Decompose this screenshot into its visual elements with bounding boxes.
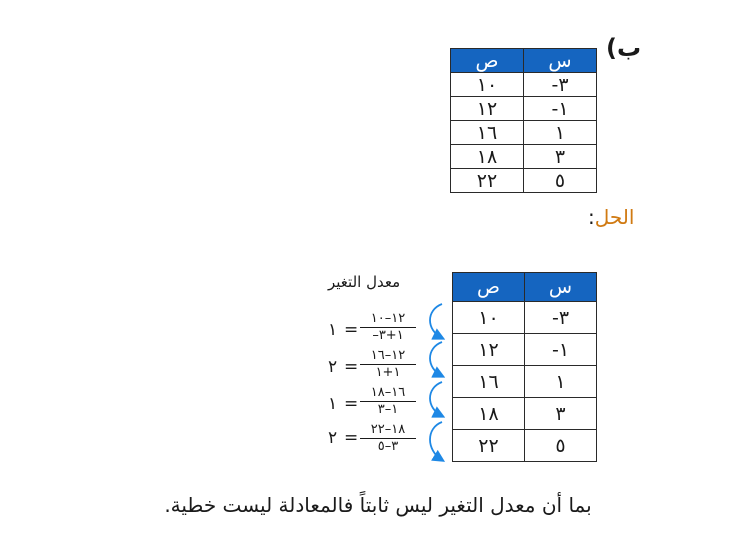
fraction-numerator: ١٢–١٦	[370, 348, 406, 363]
solution-table	[452, 272, 597, 462]
table-row	[453, 398, 597, 430]
table-row	[451, 97, 597, 121]
table-row	[453, 302, 597, 334]
cell-y: ١٢	[451, 97, 524, 121]
cell-x: -١	[524, 97, 597, 121]
fraction-numerator: ١٢–١٠	[370, 311, 406, 326]
cell-y: ١٦	[453, 366, 525, 398]
rate-result: ١	[328, 394, 338, 414]
part-label: ب)	[606, 34, 642, 62]
header-y: ص	[451, 49, 524, 73]
cell-x: -١	[525, 334, 597, 366]
cell-x: -٣	[524, 73, 597, 97]
equals-sign: =	[344, 428, 359, 448]
rate-of-change-title: معدل التغير	[328, 273, 401, 291]
solution-text: الحل	[594, 205, 635, 229]
cell-x: ٥	[525, 430, 597, 462]
conclusion-text: بما أن معدل التغير ليس ثابتاً فالمعادلة ليست خطية.	[164, 493, 592, 517]
cell-y: ٢٢	[451, 169, 524, 193]
table-row	[451, 169, 597, 193]
header-x: س	[524, 49, 597, 73]
cell-x: ٣	[525, 398, 597, 430]
change-arrows	[424, 300, 454, 465]
curved-arrow-icon	[430, 304, 442, 338]
cell-x: -٣	[525, 302, 597, 334]
fraction-denominator: –١+٣	[372, 328, 404, 343]
fraction-numerator: ١٨–٢٢	[370, 422, 406, 437]
cell-y: ١٨	[453, 398, 525, 430]
cell-y: ١٢	[453, 334, 525, 366]
cell-y: ١٠	[453, 302, 525, 334]
curved-arrow-icon	[430, 342, 442, 376]
equals-sign: =	[344, 320, 359, 340]
cell-y: ١٨	[451, 145, 524, 169]
rate-fraction	[358, 349, 418, 380]
fraction-denominator: ١+١	[375, 365, 401, 380]
solution-colon: :	[588, 205, 595, 229]
equals-sign: =	[344, 394, 359, 414]
equals-sign: =	[344, 357, 359, 377]
table-row	[453, 430, 597, 462]
table-row	[453, 366, 597, 398]
cell-y: ٢٢	[453, 430, 525, 462]
rate-result: ٢	[328, 428, 338, 448]
curved-arrow-icon	[430, 422, 442, 460]
rate-fraction	[358, 423, 418, 454]
cell-y: ١٦	[451, 121, 524, 145]
header-y: ص	[453, 273, 525, 302]
fraction-denominator: ١–٣	[377, 402, 399, 417]
curved-arrow-icon	[430, 382, 442, 416]
cell-x: ٣	[524, 145, 597, 169]
table-row	[451, 145, 597, 169]
cell-x: ٥	[524, 169, 597, 193]
table-row	[451, 121, 597, 145]
table-row	[453, 334, 597, 366]
cell-y: ١٠	[451, 73, 524, 97]
solution-label	[588, 205, 634, 229]
fraction-denominator: ٣–٥	[377, 439, 399, 454]
header-x: س	[525, 273, 597, 302]
rate-result: ٢	[328, 357, 338, 377]
rate-result: ١	[328, 320, 338, 340]
fraction-numerator: ١٦–١٨	[370, 385, 406, 400]
rate-fraction	[358, 312, 418, 343]
table-row	[451, 73, 597, 97]
rate-fraction	[358, 386, 418, 417]
cell-x: ١	[525, 366, 597, 398]
cell-x: ١	[524, 121, 597, 145]
given-table	[450, 48, 597, 193]
